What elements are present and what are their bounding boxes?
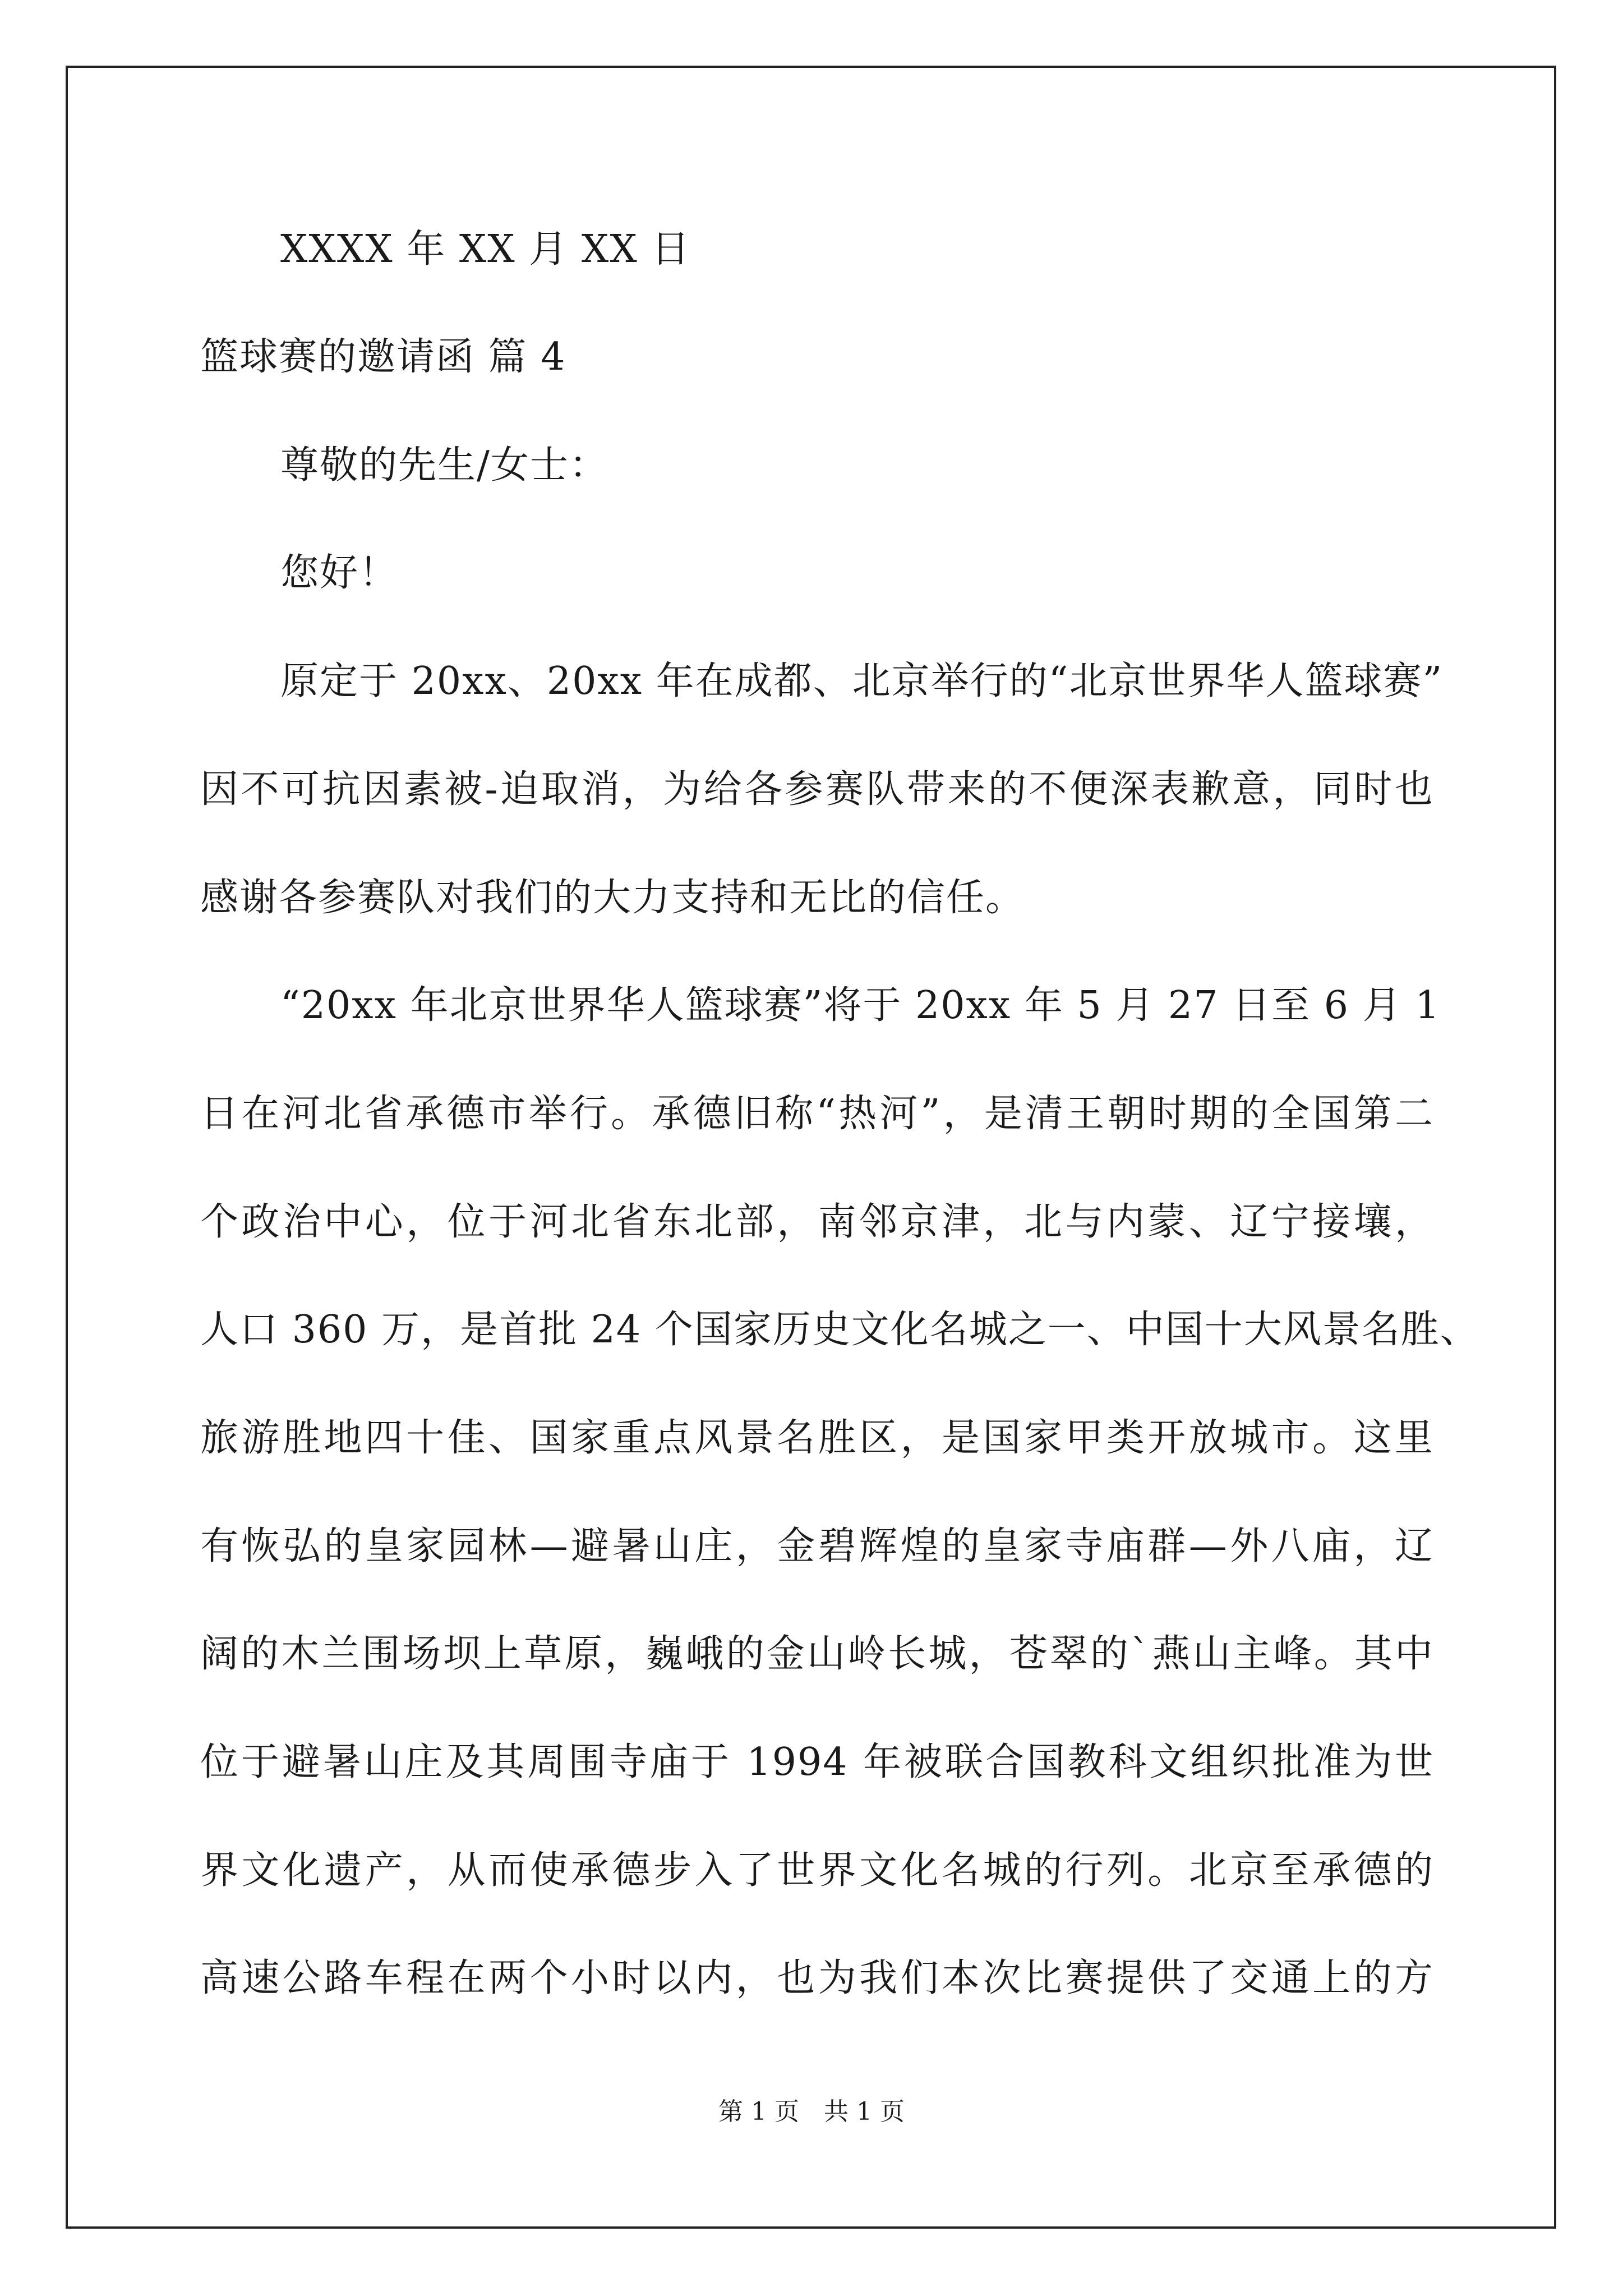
- paragraph1-line: 原定于 20xx、20xx 年在成都、北京举行的“北京世界华人篮球赛”: [280, 659, 1444, 703]
- date-line: XXXX 年 XX 月 XX 日: [280, 227, 691, 272]
- greeting: 您好！: [280, 551, 399, 595]
- paragraph2-line: 高速公路车程在两个小时以内，也为我们本次比赛提供了交通上的方: [200, 1956, 1434, 2000]
- paragraph2-line: 人口 360 万，是首批 24 个国家历史文化名城之一、中国十大风景名胜、: [200, 1308, 1479, 1352]
- page-footer: 第 1 页 共 1 页: [718, 2097, 905, 2126]
- paragraph1-line: 因不可抗因素被-迫取消，为给各参赛队带来的不便深表歉意，同时也: [200, 767, 1434, 812]
- paragraph2-line: 位于避暑山庄及其周围寺庙于 1994 年被联合国教科文组织批准为世: [200, 1740, 1434, 1784]
- paragraph2-line: 个政治中心，位于河北省东北部，南邻京津，北与内蒙、辽宁接壤，: [200, 1200, 1434, 1244]
- paragraph2-line: 阔的木兰围场坝上草原，巍峨的金山岭长城，苍翠的`燕山主峰。其中: [200, 1632, 1434, 1676]
- paragraph2-line: “20xx 年北京世界华人篮球赛”将于 20xx 年 5 月 27 日至 6 月 1: [280, 983, 1441, 1028]
- paragraph2-line: 旅游胜地四十佳、国家重点风景名胜区，是国家甲类开放城市。这里: [200, 1416, 1434, 1460]
- paragraph2-line: 界文化遗产，从而使承德步入了世界文化名城的行列。北京至承德的: [200, 1848, 1434, 1893]
- page-frame: [66, 66, 1556, 2229]
- paragraph2-line: 有恢弘的皇家园林—避暑山庄，金碧辉煌的皇家寺庙群—外八庙，辽: [200, 1524, 1434, 1568]
- section-title: 篮球赛的邀请函 篇 4: [200, 335, 566, 379]
- paragraph1-line: 感谢各参赛队对我们的大力支持和无比的信任。: [200, 876, 1025, 920]
- paragraph2-line: 日在河北省承德市举行。承德旧称“热河”，是清王朝时期的全国第二: [200, 1092, 1434, 1136]
- salutation: 尊敬的先生/女士：: [280, 443, 608, 487]
